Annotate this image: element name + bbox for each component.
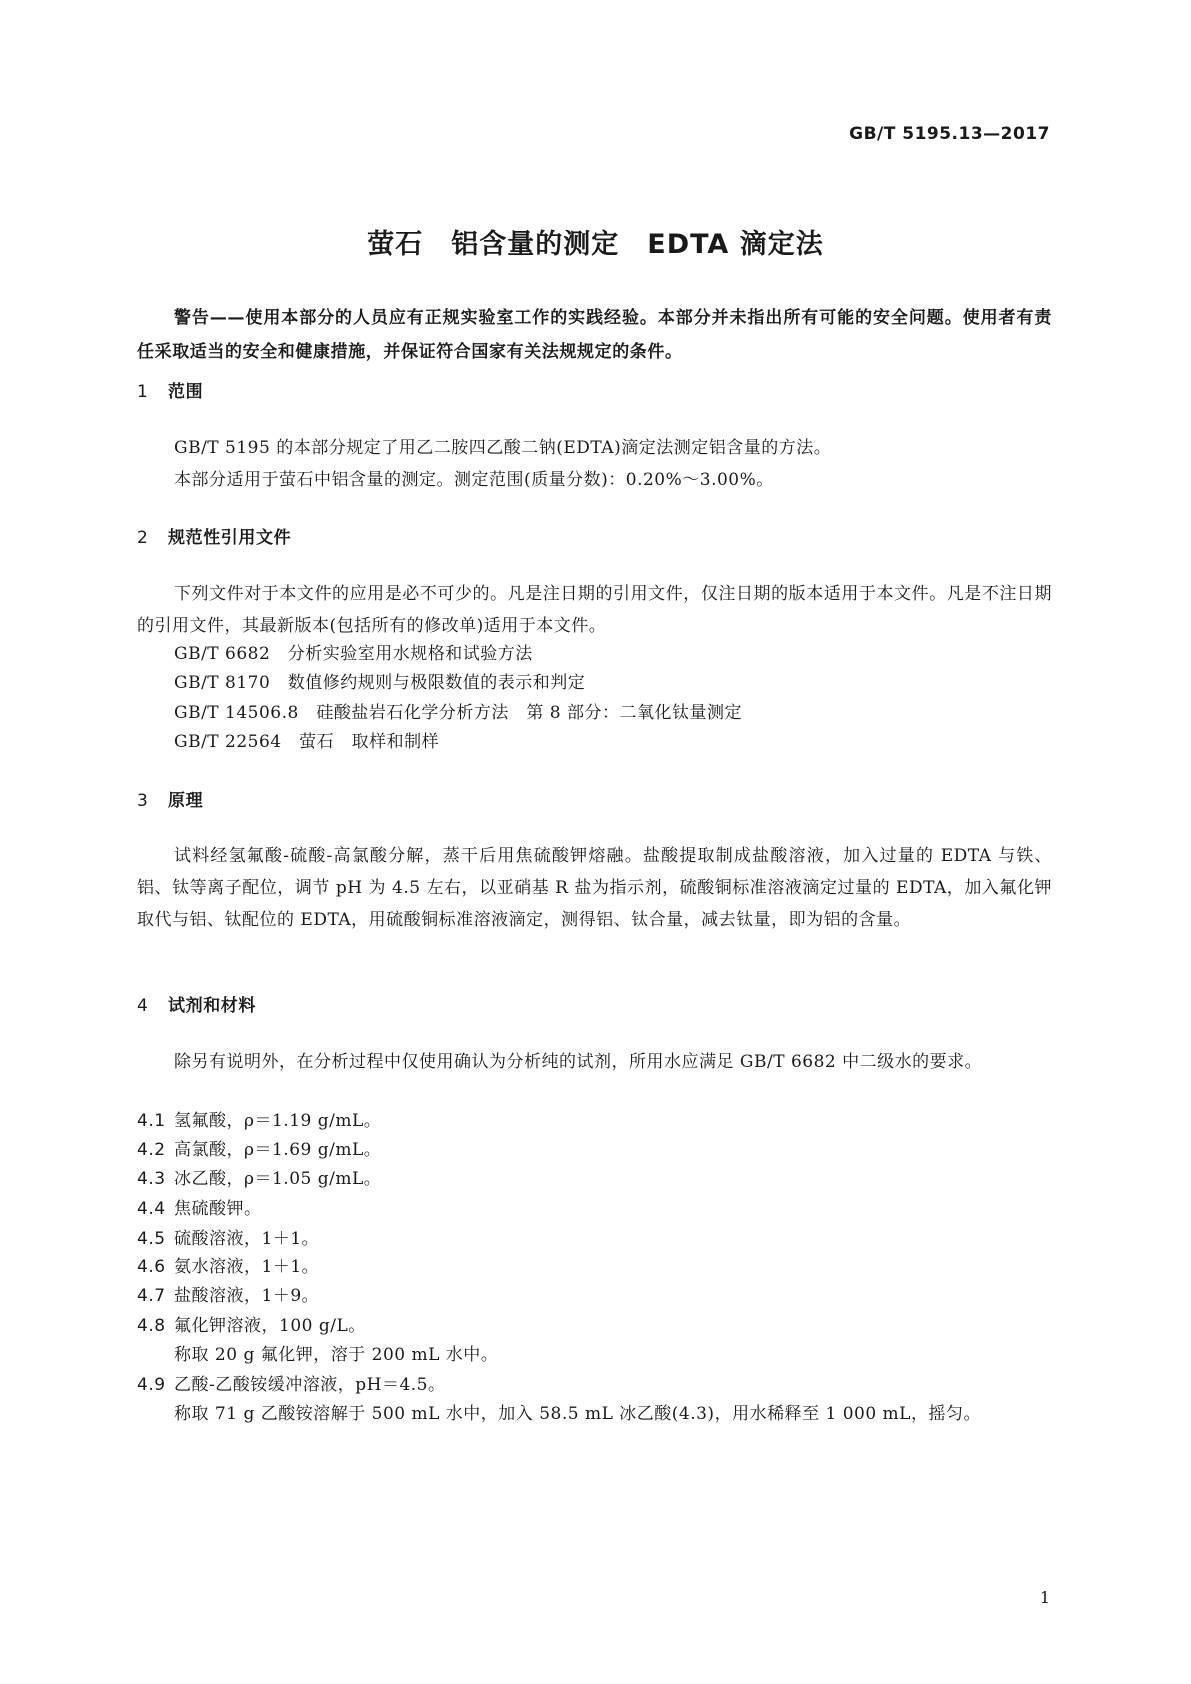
normative-intro-paragraph: 下列文件对于本文件的应用是必不可少的。凡是注日期的引用文件，仅注日期的版本适用于本文件。凡是不注日期的引用文件，其最新版本(包括所有的修改单)适用于本文件。 <box>137 584 1052 636</box>
reference-item: GB/T 22564 萤石 取样和制样 <box>174 732 440 752</box>
section-3-heading <box>137 786 203 811</box>
reagent-note: 称取 71 g 乙酸铵溶解于 500 mL 水中，加入 58.5 mL 冰乙酸(4.3)，用水稀释至 1 000 mL，摇匀。 <box>174 1404 981 1424</box>
standard-code: GB/T 5195.13—2017 <box>849 124 1050 144</box>
item-number: 4.4 <box>137 1199 166 1219</box>
item-number: 4.9 <box>137 1375 166 1395</box>
reagent-item <box>137 1106 381 1131</box>
scope-paragraph: 本部分适用于萤石中铝含量的测定。测定范围(质量分数)：0.20%～3.00%。 <box>174 470 774 490</box>
item-text: 乙酸-乙酸铵缓冲溶液，pH＝4.5。 <box>174 1375 446 1395</box>
item-text: 氨水溶液，1＋1。 <box>174 1257 320 1277</box>
warning-paragraph: 警告——使用本部分的人员应有正规实验室工作的实践经验。本部分并未指出所有可能的安全问题。使用者有责任采取适当的安全和健康措施，并保证符合国家有关法规规定的条件。 <box>137 308 1052 362</box>
reagent-item <box>137 1135 381 1160</box>
section-title: 规范性引用文件 <box>168 528 292 548</box>
section-number: 2 <box>137 528 149 548</box>
item-text: 氟化钾溶液，100 g/L。 <box>174 1316 366 1336</box>
item-number: 4.1 <box>137 1111 166 1131</box>
reagent-item <box>137 1252 319 1277</box>
reference-item: GB/T 6682 分析实验室用水规格和试验方法 <box>174 644 533 664</box>
item-text: 高氯酸，ρ＝1.69 g/mL。 <box>174 1140 382 1160</box>
item-text: 盐酸溶液，1＋9。 <box>174 1286 320 1306</box>
item-text: 氢氟酸，ρ＝1.19 g/mL。 <box>174 1111 382 1131</box>
section-title: 范围 <box>168 382 204 402</box>
reagent-item <box>137 1224 319 1249</box>
section-2-heading <box>137 523 291 548</box>
reagent-item <box>137 1311 366 1336</box>
reagent-item <box>137 1281 319 1306</box>
section-number: 1 <box>137 382 149 402</box>
section-4-heading <box>137 991 256 1016</box>
item-number: 4.3 <box>137 1169 166 1189</box>
item-text: 焦硫酸钾。 <box>174 1199 262 1219</box>
section-title: 试剂和材料 <box>168 996 256 1016</box>
reagent-item <box>137 1370 446 1395</box>
item-number: 4.7 <box>137 1286 166 1306</box>
principle-paragraph: 试料经氢氟酸-硫酸-高氯酸分解，蒸干后用焦硫酸钾熔融。盐酸提取制成盐酸溶液，加入过量的 EDTA 与铁、铝、钛等离子配位，调节 pH 为 4.5 左右，以亚硝基 R 盐为指示剂，硫酸铜标准溶液滴定过量的 EDTA，加入氟化钾取代与铝、钛配位的 EDTA，用硫酸铜标准溶液滴定，测得铝、钛合量，减去钛量，即为铝的含量。 <box>137 846 1052 930</box>
reagent-note: 称取 20 g 氟化钾，溶于 200 mL 水中。 <box>174 1345 499 1365</box>
document-title: 萤石 铝含量的测定 EDTA 滴定法 <box>367 229 824 260</box>
reagents-intro-paragraph: 除另有说明外，在分析过程中仅使用确认为分析纯的试剂，所用水应满足 GB/T 6682 中二级水的要求。 <box>174 1052 983 1072</box>
item-text: 冰乙酸，ρ＝1.05 g/mL。 <box>174 1169 382 1189</box>
reference-item: GB/T 14506.8 硅酸盐岩石化学分析方法 第 8 部分：二氧化钛量测定 <box>174 703 742 723</box>
item-number: 4.5 <box>137 1229 166 1249</box>
item-number: 4.8 <box>137 1316 166 1336</box>
item-number: 4.6 <box>137 1257 166 1277</box>
section-number: 4 <box>137 996 149 1016</box>
section-number: 3 <box>137 791 149 811</box>
reagent-item <box>137 1164 381 1189</box>
page-number: 1 <box>1039 1588 1050 1607</box>
item-number: 4.2 <box>137 1140 166 1160</box>
section-title: 原理 <box>168 791 204 811</box>
reference-item: GB/T 8170 数值修约规则与极限数值的表示和判定 <box>174 673 586 693</box>
item-text: 硫酸溶液，1＋1。 <box>174 1229 320 1249</box>
reagent-item <box>137 1194 262 1219</box>
section-1-heading <box>137 377 203 402</box>
scope-paragraph: GB/T 5195 的本部分规定了用乙二胺四乙酸二钠(EDTA)滴定法测定铝含量的方法。 <box>174 438 832 458</box>
